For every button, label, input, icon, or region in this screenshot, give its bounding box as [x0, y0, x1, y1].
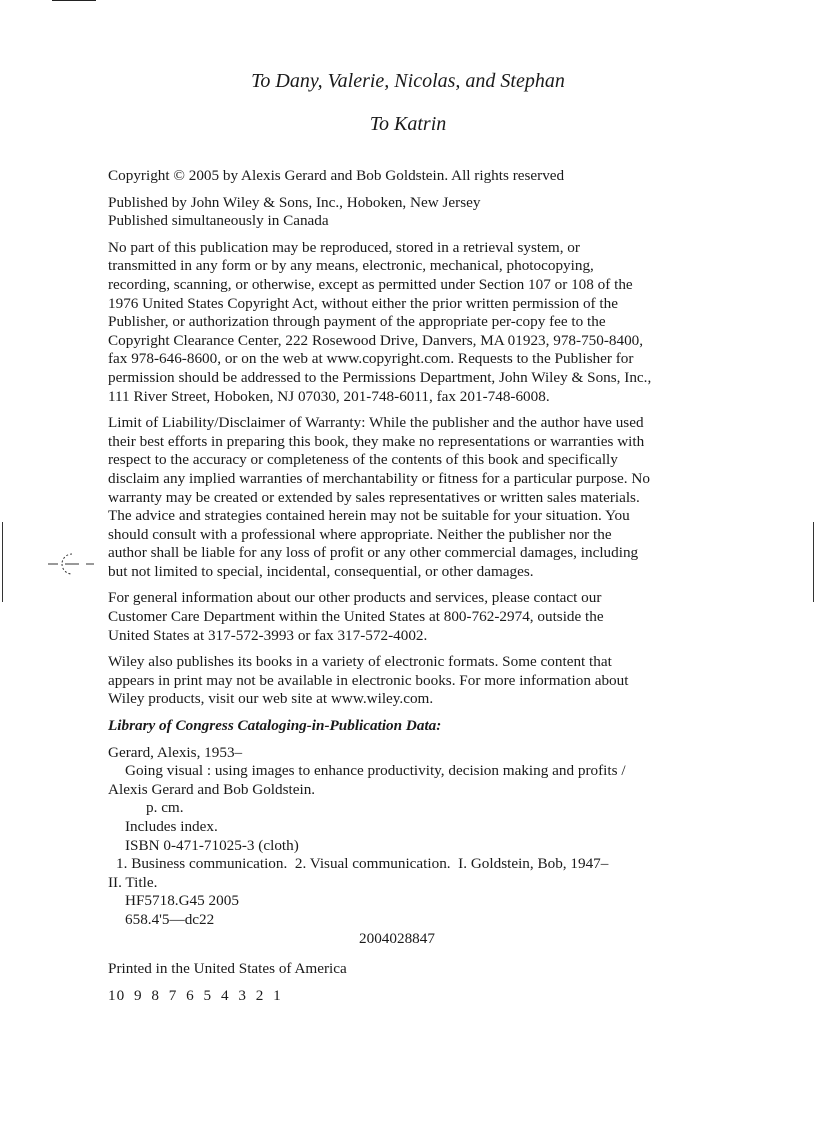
library-of-congress-heading: Library of Congress Cataloging-in-Publication Data: — [108, 717, 442, 735]
cip-dewey: 658.4'5—dc22 — [125, 910, 215, 928]
cip-author: Gerard, Alexis, 1953– — [108, 743, 243, 761]
publisher-info — [108, 194, 708, 231]
registration-mark-icon — [48, 550, 96, 578]
print-line: 10 9 8 7 6 5 4 3 2 1 — [108, 986, 282, 1004]
rights-paragraph: No part of this publication may be reproduced, stored in a retrieval system, or transmitted in any form or by any means, electronic, mechanical, photocopying, recording, scanning, or otherwise, except as permitted under Section 107 or 108 of the 1976 United States Copyright Act, without either the prior written permission of the Publisher, or authorization through payment of the appropriate per-copy fee to the Copyright Clearance Center, 222 Rosewood Drive, Danvers, MA 01923, 978-750-8400, fax 978-646-8600, or on the web at www.copyright.com. Requests to the Publisher for permission should be addressed to the Permissions Department, John Wiley & Sons, Inc., 111 River Street, Hoboken, NJ 07030, 201-748-6011, fax 201-748-6008. — [108, 238, 652, 405]
cip-title-line-2: Alexis Gerard and Bob Goldstein. — [108, 780, 316, 798]
cip-title-line-1: Going visual : using images to enhance productivity, decision making and profits / — [125, 762, 626, 780]
cataloging-data — [108, 744, 708, 949]
crop-mark-left — [2, 522, 3, 602]
copyright-page-body — [108, 167, 708, 1013]
publisher-line-1: Published by John Wiley & Sons, Inc., Hoboken, New Jersey — [108, 193, 481, 211]
publisher-line-2: Published simultaneously in Canada — [108, 212, 329, 230]
printed-in: Printed in the United States of America — [108, 960, 347, 978]
cip-index: Includes index. — [125, 818, 218, 835]
dedication-line-1: To Dany, Valerie, Nicolas, and Stephan — [251, 70, 565, 92]
electronic-formats-paragraph: Wiley also publishes its books in a variety of electronic formats. Some content that appears in print may not be available in electronic books. For more information about Wiley products, visit our web site at www.wiley.com. — [108, 653, 629, 708]
cip-subjects-line-2: II. Title. — [108, 873, 158, 891]
cip-lc-classification: HF5718.G45 2005 — [125, 892, 239, 910]
liability-paragraph: Limit of Liability/Disclaimer of Warranty: While the publisher and the author have used their best efforts in preparing this book, they make no representations or warranties with respect to the accuracy or completeness of the contents of this book and specifically disclaim any implied warranties of merchantability or fitness for a particular purpose. No warranty may be created or extended by sales representatives or written sales materials. The advice and strategies contained herein may not be suitable for your situation. You should consult with a professional where appropriate. Neither the publisher nor the author shall be liable for any loss of profit or any other commercial damages, including but not limited to special, incidental, consequential, or other damages. — [108, 414, 650, 580]
cip-lccn: 2004028847 — [359, 929, 435, 947]
cip-pages: p. cm. — [146, 799, 184, 817]
cip-subjects-line-1: 1. Business communication. 2. Visual communication. I. Goldstein, Bob, 1947– — [116, 855, 609, 873]
cip-isbn: ISBN 0-471-71025-3 (cloth) — [125, 836, 299, 854]
crop-mark-top — [52, 0, 96, 1]
crop-mark-right — [813, 522, 814, 602]
dedication-line-2 — [0, 113, 816, 136]
dedication-line-2-text: To Katrin — [369, 113, 447, 135]
general-info-paragraph: For general information about our other products and services, please contact our Customer Care Department within the United States at 800-762-2974, outside the United States at 317-572-3993 or fax 317-572-4002. — [108, 589, 604, 644]
copyright-notice: Copyright © 2005 by Alexis Gerard and Bob Goldstein. All rights reserved — [108, 167, 565, 184]
